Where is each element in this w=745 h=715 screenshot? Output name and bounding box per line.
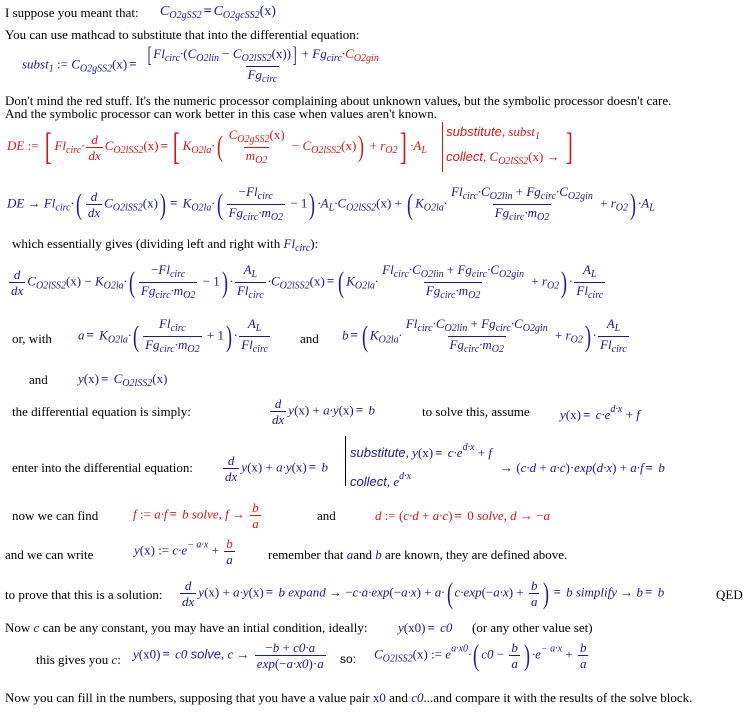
b-definition: b = ( $K_{O2la}\cdot$ $\frac{Fl_{circ}\cdot C_{O2lin} + Fg_{circ}\cdot C_{O2gin}}{Fg_{circ}\cdot m_{O2}}$ + $r_{O2}$) · $\frac{A_L}{Fl_{circ}}$: [342, 316, 627, 355]
subst1-definition[interactable]: subst$_1$ := $C_{O2gSS2}(x)$ = $\frac{[ Fl_{circ}\cdot(C_{O2lin} - C_{O2lSS2}(x))] + Fg_{circ}\cdot C_{O2gin}}{Fg_{circ}}$: [22, 42, 379, 85]
proof-expression: $\frac{d}{dx}$ y(x) + a·y(x) = b expand → −c·a·exp(−a·x) + a·( c·exp(−a·x) + $\frac{b}{a}$ ) = b simplify → b = b: [182, 576, 665, 610]
other-value-note: (or any other value set): [472, 620, 593, 635]
gives-c-label: this gives you c:: [36, 652, 121, 667]
and-label-3: and: [317, 508, 336, 523]
and-label-1: and: [300, 331, 319, 346]
qed-label: QED: [716, 587, 743, 602]
d-solve[interactable]: d := (c·d + a·c) = 0 solve, d → −a: [375, 508, 551, 523]
remember-note: remember that aand b are known, they are defined above.: [268, 547, 568, 562]
de-definition[interactable]: DE := [ $Fl_{circ}\cdot$ $\frac{d}{dx}$ $C_{O2lSS2}(x)$ = [ $K_{O2la}\cdot$( $\frac{C_{O2gSS2}(x)}{m_{O2}}$ − $C_{O2lSS2}(x)) + r_{O2}] \cdot A_L$ substitute, subst$_1$ collect, $C_{O2lSS2}(x)$ → ]: [7, 122, 576, 172]
equation-co2gss2: $C_{O2gSS2} = C_{O2gcSS2}(x)$: [160, 4, 276, 21]
y-solution[interactable]: y(x) := $c\cdot e^{- a\cdot x}$ + $\frac{b}{a}$: [134, 536, 233, 567]
constant-note: Now c can be any constant, you may have an intial condition, ideally:: [5, 620, 368, 635]
y-definition: $y(x) = C_{O2lSS2}(x)$: [78, 371, 168, 389]
symbolic-keywords[interactable]: substitute, $y(x) = c\cdot e^{d\cdot x} + f$ collect, $e^{d\cdot x}$: [345, 436, 492, 486]
subst1-fraction: $\frac{[ Fl_{circ}\cdot(C_{O2lin} - C_{O2lSS2}(x))] + Fg_{circ}\cdot C_{O2gin}}{Fg_{circ}}$: [147, 42, 379, 85]
initial-condition: y(x0) = c0: [398, 620, 453, 635]
mathcad-text: You can use mathcad to substitute that into the differential equation:: [5, 27, 360, 42]
collect-result: → (c·d + a·c)·exp(d·x) + a·f = b: [500, 460, 665, 475]
a-definition: $a = K_{O2la}\cdot$( $\frac{Fl_{circ}}{Fg_{circ}\cdot m_{O2}}$ + 1) · $\frac{A_L}{Fl_{circ}}$: [78, 316, 268, 355]
enter-de: $\frac{d}{dx}$ y(x) + a·y(x) = b: [225, 453, 328, 484]
and-label-2: and: [29, 372, 48, 387]
or-with-label: or, with: [12, 331, 52, 346]
write-label: and we can write: [5, 547, 94, 562]
intro-text: I suppose you meant that:: [5, 5, 139, 20]
divided-equation: $\frac{d}{dx}$ $C_{O2lSS2}(x) - K_{O2la}\cdot$( $\frac{-Fl_{circ}}{Fg_{circ}\cdot m_{O2}}$ − 1) · $\frac{A_L}{Fl_{circ}}$ $\cdot C_{O2lSS2}(x)$ = ( $K_{O2la}\cdot$ $\frac{Fl_{circ}\cdot C_{O2lin} + Fg_{circ}\cdot C_{O2gin}}{Fg_{circ}\cdot m_{O2}}$ + $r_{O2}$) · $\frac{A_L}{Fl_{circ}}$: [11, 262, 604, 301]
fill-numbers-note: Now you can fill in the numbers, supposing that you have a value pair x0 and c0...and compare it with the results of the solve block.: [5, 690, 693, 705]
final-solution[interactable]: $C_{O2lSS2}(x)$ := $e^{a\cdot x0}\cdot$( c0 − $\frac{b}{a}$ ) $\cdot e^{- a\cdot x}$ + $\frac{b}{a}$: [374, 638, 587, 672]
so-label: so:: [340, 652, 357, 666]
prove-label: to prove that this is a solution:: [5, 587, 163, 602]
symbolic-note: And the symbolic processor can work better in this case when values aren't known.: [5, 106, 437, 121]
enter-label: enter into the differential equation:: [12, 460, 193, 475]
red-stuff-note: Don't mind the red stuff. It's the numeric processor complaining about unknown values, but the symbolic processor doesn't care.: [5, 93, 672, 108]
simply-label: the differential equation is simply:: [12, 404, 191, 419]
de-result: DE → $Fl_{circ}\cdot$( $\frac{d}{dx}$ $C_{O2lSS2}(x)) = K_{O2la}\cdot$( $\frac{-Fl_{circ}}{Fg_{circ}\cdot m_{O2}}$ − $1) \cdot A_L\cdot C_{O2lSS2}(x)$ + ( $K_{O2la}\cdot$ $\frac{Fl_{circ}\cdot C_{O2lin} + Fg_{circ}\cdot C_{O2gin}}{Fg_{circ}\cdot m_{O2}}$ + $r_{O2}) \cdot A_L$: [7, 184, 655, 223]
f-solve[interactable]: f := a·f = b solve, f → $\frac{b}{a}$: [133, 500, 259, 531]
assume-label: to solve this, assume: [422, 404, 530, 419]
now-find-label: now we can find: [12, 508, 99, 523]
dividing-note: which essentially gives (dividing left and right with $Fl_{circ}$):: [12, 236, 319, 254]
assumed-solution: $y(x) = c\cdot e^{d\cdot x} + f$: [560, 404, 640, 422]
c-solve[interactable]: y(x0) = c0 solve, c → $\frac{-b + c0\cdot a}{\exp(-a\cdot x0)\cdot a}$: [133, 640, 324, 671]
simple-de: $\frac{d}{dx}$ y(x) + a·y(x) = b: [272, 396, 375, 427]
